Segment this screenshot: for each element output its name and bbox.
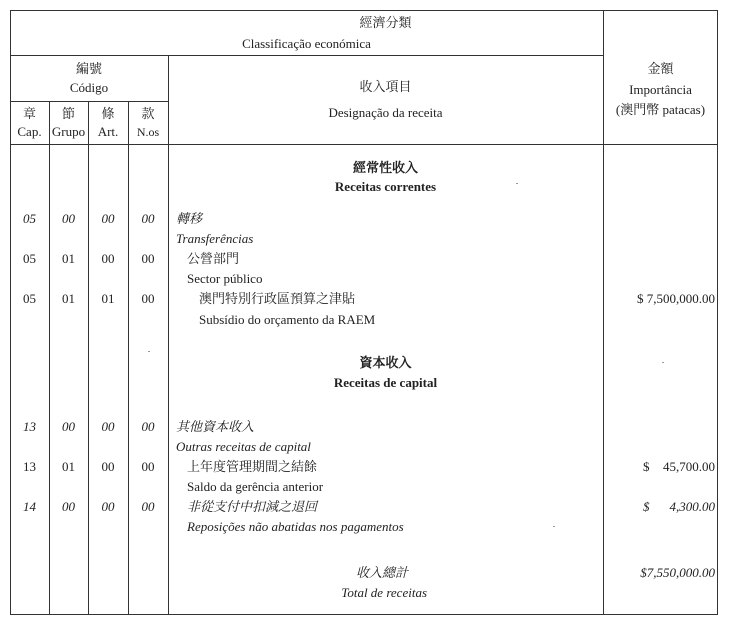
row-no: 00 [141, 419, 155, 434]
section-current-pt: Receitas correntes [334, 179, 437, 194]
code-title-zh: 編號 [75, 61, 102, 76]
row-cap: 13 [23, 459, 36, 474]
table-border-bottom [10, 614, 718, 615]
col-grupo-zh: 節 [61, 106, 75, 121]
scan-speck [553, 526, 555, 527]
scan-speck [662, 362, 664, 363]
code-title-pt: Código [69, 80, 109, 95]
row-no: 00 [141, 291, 155, 306]
row-desc-pt: Outras receitas de capital [176, 439, 311, 454]
col-art-zh: 條 [101, 106, 115, 121]
row-cap: 14 [23, 499, 36, 514]
amount-unit: (澳門幣 patacas) [615, 102, 706, 117]
scan-speck [516, 183, 518, 184]
row-amount: $ 7,500,000.00 [637, 291, 715, 306]
row-grupo: 00 [62, 419, 75, 434]
row-art: 00 [101, 499, 115, 514]
scan-speck [148, 351, 150, 352]
section-current-zh: 經常性收入 [352, 160, 418, 175]
header-divider [10, 55, 603, 56]
desc-title-zh: 收入項目 [359, 79, 412, 94]
total-amount: $7,550,000.00 [640, 565, 715, 580]
row-art: 01 [101, 291, 115, 306]
row-no: 00 [141, 251, 155, 266]
col-rule-3 [128, 101, 129, 615]
col-cap-zh: 章 [22, 106, 36, 121]
col-no-zh: 款 [141, 106, 155, 121]
col-rule-2 [88, 101, 89, 615]
desc-title-pt: Designação da receita [328, 105, 443, 120]
total-label-pt: Total de receitas [341, 585, 427, 600]
header-title-zh: 經濟分類 [359, 15, 412, 30]
row-grupo: 00 [62, 499, 75, 514]
section-capital-zh: 資本收入 [359, 355, 412, 370]
total-label-zh: 收入總計 [355, 565, 408, 580]
row-desc-pt: Sector público [187, 271, 263, 286]
col-art-pt: Art. [97, 124, 119, 139]
col-rule-1 [49, 101, 50, 615]
row-cap: 05 [23, 251, 36, 266]
row-art: 00 [101, 419, 115, 434]
table-border-top [10, 10, 718, 11]
header-title-pt: Classificação económica [242, 36, 371, 51]
row-desc-zh: 澳門特別行政區預算之津貼 [199, 291, 356, 306]
row-cap: 05 [23, 291, 36, 306]
row-no: 00 [141, 459, 155, 474]
row-desc-zh: 轉移 [176, 211, 203, 226]
row-amount-currency: $ [643, 499, 650, 514]
row-cap: 13 [23, 419, 36, 434]
row-desc-zh: 非從支付中扣減之退回 [187, 499, 318, 514]
row-no: 00 [141, 499, 155, 514]
row-desc-pt: Saldo da gerência anterior [187, 479, 324, 494]
row-amount: 4,300.00 [669, 499, 715, 514]
row-no: 00 [141, 211, 155, 226]
row-art: 00 [101, 251, 115, 266]
row-grupo: 01 [62, 291, 75, 306]
col-cap-pt: Cap. [17, 124, 42, 139]
table-border-right [717, 10, 718, 615]
row-amount-currency: $ [643, 459, 650, 474]
col-rule-4 [168, 55, 169, 615]
row-desc-zh: 公營部門 [187, 251, 240, 266]
row-desc-zh: 上年度管理期間之結餘 [187, 459, 318, 474]
row-grupo: 01 [62, 459, 75, 474]
row-desc-pt: Subsídio do orçamento da RAEM [199, 312, 376, 327]
amount-title-pt: Importância [629, 82, 692, 97]
row-art: 00 [101, 459, 115, 474]
col-no-pt: N.os [136, 125, 160, 139]
row-grupo: 01 [62, 251, 75, 266]
row-desc-zh: 其他資本收入 [176, 419, 255, 434]
row-cap: 05 [23, 211, 36, 226]
code-divider [10, 101, 168, 102]
col-grupo-pt: Grupo [51, 124, 86, 139]
section-capital-pt: Receitas de capital [333, 375, 438, 390]
col-rule-5 [603, 10, 604, 615]
amount-title-zh: 金額 [647, 61, 674, 76]
row-art: 00 [101, 211, 115, 226]
row-amount: 45,700.00 [663, 459, 715, 474]
row-grupo: 00 [62, 211, 75, 226]
row-desc-pt: Reposições não abatidas nos pagamentos [187, 519, 404, 534]
header-bottom-rule [10, 144, 718, 145]
row-desc-pt: Transferências [176, 231, 254, 246]
